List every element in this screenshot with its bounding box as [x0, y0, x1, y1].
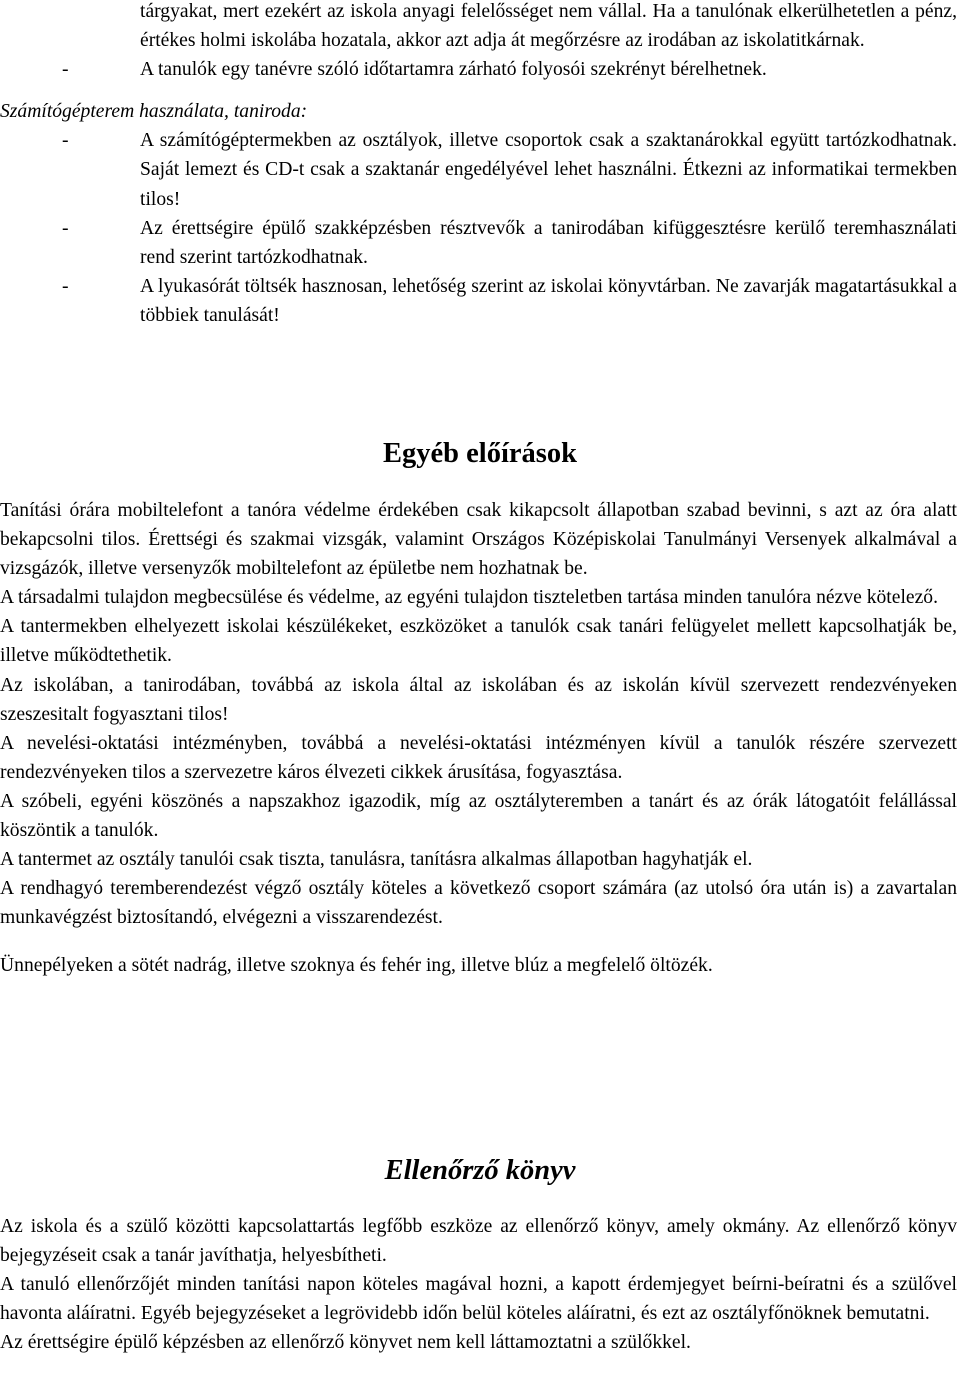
paragraph-mobile-phones: Tanítási órára mobiltelefont a tanóra védelme érdekében csak kikapcsolt állapotban szabad bevinni, s azt az óra alatt bekapcsolni tilos. Érettségi és szakmai vizsgák, valamint Országos Középiskolai Tanulmányi Versenyek alkalmával a vizsgázók, illetve versenyzők mobiltelefont az épületbe nem hozhatnak be.: [0, 500, 957, 580]
other-rules-body: [0, 496, 957, 981]
list-dash: -: [62, 275, 69, 297]
paragraph-greeting: A szóbeli, egyéni köszönés a napszakhoz igazodik, míg az osztályteremben a tanárt és az órák látogatóit felállással köszöntik a tanulók.: [0, 790, 957, 842]
list-item-text: Az érettségire épülő szakképzésben résztvevők a tanirodában kifüggesztésre kerülő teremhasználati rend szerint tartózkodhatnak.: [140, 217, 957, 268]
list-item-text: A lyukasórát töltsék hasznosan, lehetőség szerint az iskolai könyvtárban. Ne zavarják magatartásukkal a többiek tanulását!: [140, 275, 957, 326]
paragraph-rearrangement: A rendhagyó teremberendezést végző osztály köteles a következő csoport számára (az utolsó óra után is) a zavartalan munkavégzést biztosítandó, elvégezni a visszarendezést.: [0, 878, 957, 929]
rules-continuation-block: [0, 0, 957, 330]
list-item-computer-room: [0, 126, 957, 213]
paragraph-devices: A tantermekben elhelyezett iskolai készülékeket, eszközöket a tanulók csak tanári felügyelet mellett kapcsolhatják be, illetve működtethetik.: [0, 616, 957, 667]
list-item-text: A tanulók egy tanévre szóló időtartamra zárható folyosói szekrényt bérelhetnek.: [140, 59, 767, 81]
section-title-booklet: Ellenőrző könyv: [384, 1155, 576, 1186]
paragraph-classroom-condition: A tantermet az osztály tanulói csak tiszta, tanulásra, tanításra alkalmas állapotban hagyhatják el.: [0, 849, 753, 871]
list-item-lockers: [0, 55, 957, 84]
list-item-free-period: [0, 272, 957, 330]
paragraph-booklet-exception: Az érettségire épülő képzésben az ellenőrző könyvet nem kell láttamoztatni a szülőkkel.: [0, 1332, 691, 1354]
paragraph-harmful-goods: A nevelési-oktatási intézményben, továbbá a nevelési-oktatási intézményen kívül a tanulók részére szervezett rendezvényeken tilos a szervezetre káros élvezeti cikkek árusítása, fogyasztása.: [0, 732, 957, 783]
booklet-body: [0, 1212, 957, 1357]
list-item-office: [0, 214, 957, 272]
list-dash: -: [62, 217, 69, 239]
section-title-other-rules: Egyéb előírások: [383, 438, 577, 469]
paragraph-alcohol: Az iskolában, a tanirodában, továbbá az iskola által az iskolában és az iskolán kívül szervezett rendezvényeken szeszesitalt fogyasztani tilos!: [0, 674, 957, 725]
list-dash: -: [62, 59, 69, 81]
paragraph-booklet-purpose: Az iskola és a szülő közötti kapcsolattartás legfőbb eszköze az ellenőrző könyv, amely okmány. Az ellenőrző könyv bejegyzéseit csak a tanár javíthatja, helyesbítheti.: [0, 1216, 957, 1267]
paragraph-property: A társadalmi tulajdon megbecsülése és védelme, az egyéni tulajdon tiszteletben tartása minden tanulóra nézve kötelező.: [0, 587, 938, 609]
paragraph-dress-code: Ünnepélyeken a sötét nadrág, illetve szoknya és fehér ing, illetve blúz a megfelelő öltözék.: [0, 955, 713, 977]
subheading-computer-room: Számítógépterem használata, taniroda:: [0, 101, 308, 123]
list-dash: -: [62, 130, 69, 152]
list-item-text: A számítógéptermekben az osztályok, illetve csoportok csak a szaktanárokkal együtt tartózkodhatnak. Saját lemezt és CD-t csak a szaktanár engedélyével lehet használni. Étkezni az informatikai termekben tilos!: [140, 130, 957, 210]
continued-paragraph: tárgyakat, mert ezekért az iskola anyagi felelősséget nem vállal. Ha a tanulónak elkerülhetetlen a pénz, értékes holmi iskolába hozatala, akkor azt adja át megőrzésre az irodában az iskolatitkárnak.: [140, 1, 957, 52]
paragraph-gap: [0, 932, 957, 951]
paragraph-booklet-duties: A tanuló ellenőrzőjét minden tanítási napon köteles magával hozni, a kapott érdemjegyet beírni-beíratni és a szülővel havonta aláíratni. Egyéb bejegyzéseket a legrövidebb időn belül köteles aláíratni, és ezt az osztályfőnöknek bemutatni.: [0, 1274, 957, 1325]
